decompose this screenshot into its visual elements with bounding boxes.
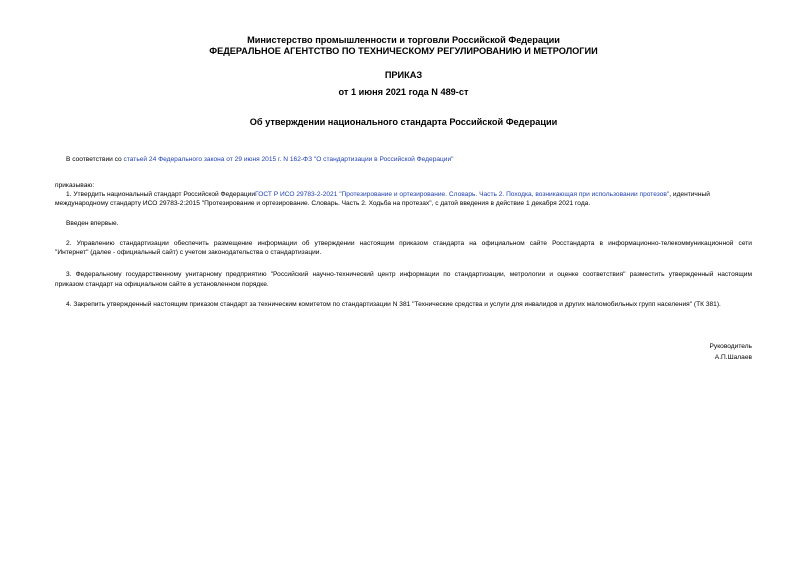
preamble xyxy=(66,154,454,165)
item3-line1: 3. Федеральному государственному унитарному предприятию "Российский научно-технический центр информации по стандартизации, метрологии и оценке соответствия" разместить утвержденный настоящим xyxy=(66,271,752,278)
order-word: приказываю: xyxy=(55,182,95,189)
document-date-number: от 1 июня 2021 года N 489-ст xyxy=(338,87,469,97)
item1-note: Введен впервые. xyxy=(66,220,119,227)
law-link[interactable]: статьей 24 Федерального закона от 29 июня 2015 г. N 162-ФЗ "О стандартизации в Российской Федерации" xyxy=(123,156,454,163)
signature-name: А.П.Шалаев xyxy=(714,354,752,361)
item2-line2: "Интернет" (далее - официальный сайт) с учетом законодательства о стандартизации. xyxy=(55,249,322,256)
ministry-name: Министерство промышленности и торговли Российской Федерации xyxy=(247,35,560,45)
preamble-text: В соответствии со xyxy=(66,156,124,163)
item4-line1: 4. Закрепить утвержденный настоящим приказом стандарт за техническим комитетом по стандартизации N 381 "Технические средства и услуги для инвалидов и других маломобильных групп населения" (ТК 381). xyxy=(66,301,721,308)
item2-line1: 2. Управлению стандартизации обеспечить размещение информации об утверждении настоящим приказом стандарта на официальном сайте Росстандарта в информационно-телекоммуникационной сети xyxy=(66,240,752,247)
agency-name: ФЕДЕРАЛЬНОЕ АГЕНТСТВО ПО ТЕХНИЧЕСКОМУ РЕГУЛИРОВАНИЮ И МЕТРОЛОГИИ xyxy=(209,46,598,56)
item1-line2: международному стандарту ИСО 29783-2:2015 "Протезирование и ортезирование. Словарь. Часть 2. Ходьба на протезах", с датой введения в действие 1 декабря 2021 года. xyxy=(55,200,591,207)
item1-text-after: , идентичный xyxy=(669,191,710,198)
item1-text: 1. Утвердить национальный стандарт Российской Федерации xyxy=(66,191,256,198)
document-title: Об утверждении национального стандарта Российской Федерации xyxy=(249,117,558,127)
gost-link[interactable]: ГОСТ Р ИСО 29783-2-2021 "Протезирование и ортезирование. Словарь. Часть 2. Походка, возникающая при использовании протезов" xyxy=(255,191,670,198)
signature-position: Руководитель xyxy=(709,343,752,350)
document-type: ПРИКАЗ xyxy=(384,70,423,80)
item3-line2: приказом стандарт на официальном сайте в установленном порядке. xyxy=(55,281,269,288)
